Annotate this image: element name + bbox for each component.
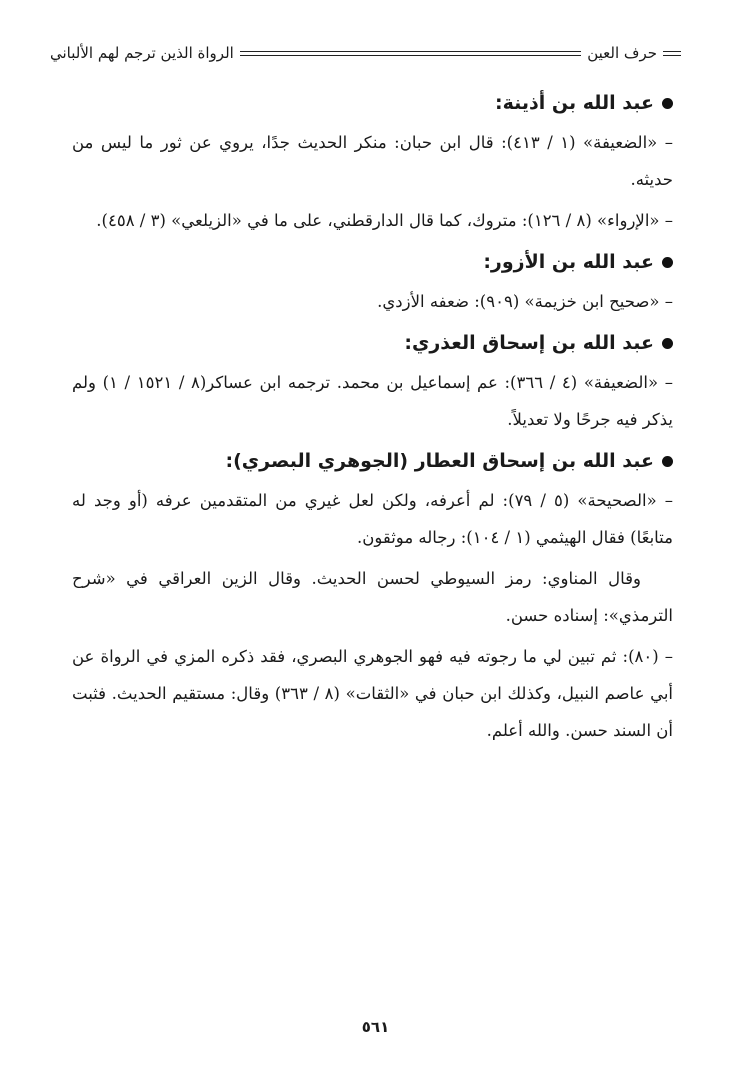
entry-heading [72, 328, 673, 358]
entry-name: عبد الله بن إسحاق العذري: [404, 332, 654, 354]
bullet-icon [662, 98, 673, 109]
entry [72, 328, 673, 438]
entry-paragraph: – «الضعيفة» (٤ / ٣٦٦): عم إسماعيل بن محمد. ترجمه ابن عساكر(٨ / ١٥٢١ / ١) ولم يذكر فيه جرحًا ولا تعديلاً. [72, 373, 673, 429]
bullet-icon [662, 338, 673, 349]
header-rule-right [663, 51, 681, 56]
entry-paragraph: – «الإرواء» (٨ / ١٢٦): متروك، كما قال الدارقطني، على ما في «الزيلعي» (٣ / ٤٥٨). [96, 211, 673, 230]
entry [72, 247, 673, 320]
entry-heading [72, 446, 673, 476]
entry-paragraph: – (٨٠): ثم تبين لي ما رجوته فيه فهو الجوهري البصري، فقد ذكره المزي في الرواة عن أبي عاصم النبيل، وكذلك ابن حبان في «الثقات» (٨ / ٣٦٣) وقال: مستقيم الحديث. فثبت أن السند حسن. والله أعلم. [72, 647, 673, 740]
entry-paragraph: – «الصحيحة» (٥ / ٧٩): لم أعرفه، ولكن لعل غيري من المتقدمين عرفه (أو وجد له متابعًا) فقال الهيثمي (١ / ١٠٤): رجاله موثقون. [72, 491, 673, 547]
entry [72, 446, 673, 749]
entry-name: عبد الله بن الأزور: [483, 251, 654, 273]
entry-name: عبد الله بن إسحاق العطار (الجوهري البصري): [225, 450, 654, 472]
header-section: حرف العين [587, 44, 657, 62]
entry-name: عبد الله بن أذينة: [495, 92, 654, 114]
entry-heading [72, 247, 673, 277]
entry-paragraph: وقال المناوي: رمز السيوطي لحسن الحديث. وقال الزين العراقي في «شرح الترمذي»: إسناده حسن. [72, 569, 673, 625]
header-rule-middle [240, 51, 581, 56]
entry-paragraph: – «صحيح ابن خزيمة» (٩٠٩): ضعفه الأزدي. [377, 292, 673, 311]
header-book-title: الرواة الذين ترجم لهم الألباني [50, 44, 234, 62]
entry [72, 88, 673, 239]
bullet-icon [662, 257, 673, 268]
running-header [50, 36, 681, 70]
bullet-icon [662, 456, 673, 467]
page-number: ٥٦١ [361, 1018, 390, 1036]
entry-paragraph: – «الضعيفة» (١ / ٤١٣): قال ابن حبان: منكر الحديث جدًا، يروي عن ثور ما ليس من حديثه. [72, 133, 673, 189]
page-body [72, 88, 673, 757]
entry-heading [72, 88, 673, 118]
